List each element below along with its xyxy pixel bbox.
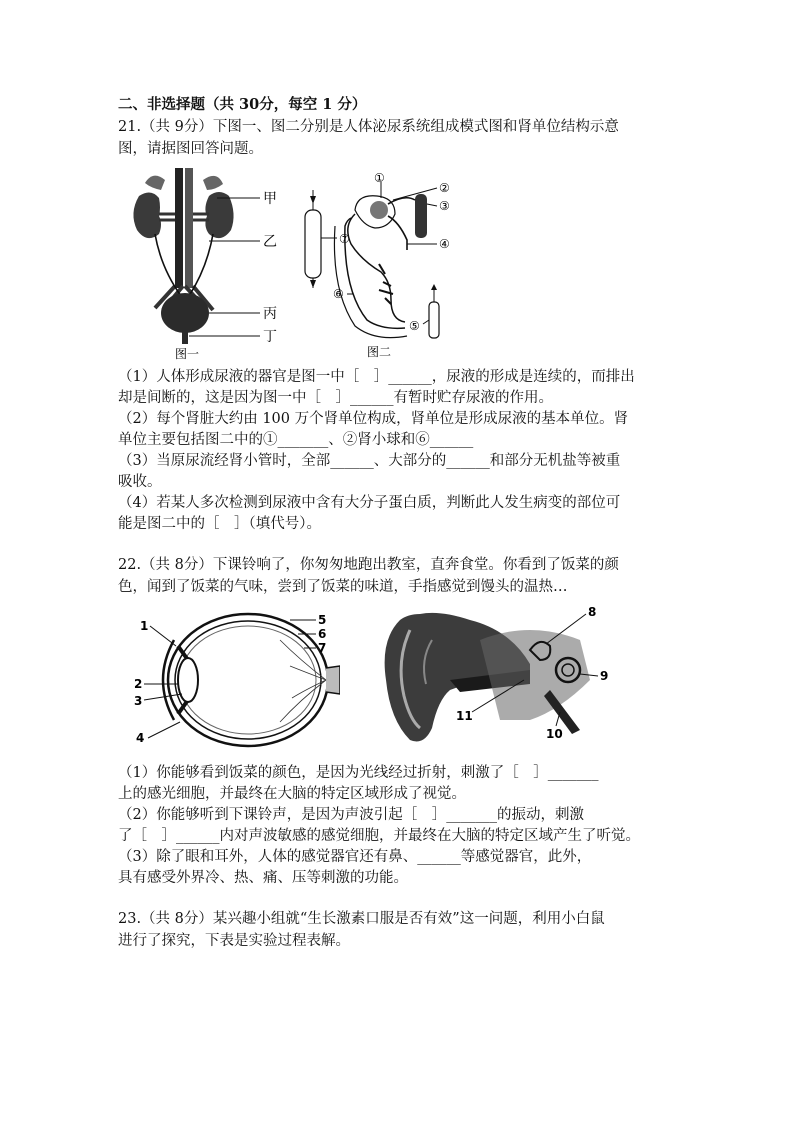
urethra bbox=[182, 332, 188, 344]
renal-tubule bbox=[348, 214, 405, 322]
eye-label-4: 4 bbox=[136, 731, 145, 745]
right-adrenal bbox=[203, 176, 223, 190]
q22-stem-line-2: 色，闻到了饭菜的气味，尝到了饭菜的味道，手指感觉到馒头的温热… bbox=[118, 579, 568, 595]
bladder bbox=[161, 293, 209, 333]
fig1-label-yi: 乙 bbox=[263, 234, 277, 250]
eye-label-2: 2 bbox=[134, 677, 143, 691]
ear-label-11: 11 bbox=[456, 709, 473, 723]
q21-line-6: 吸收。 bbox=[118, 474, 162, 490]
eye-label-1: 1 bbox=[140, 619, 149, 633]
eye-label-6: 6 bbox=[318, 627, 327, 641]
q22-line-6: 具有感受外界冷、热、痛、压等刺激的功能。 bbox=[118, 870, 408, 886]
q22-stem-line-1: 22.（共 8分）下课铃响了，你匆匆地跑出教室，直奔食堂。你看到了饭菜的颜 bbox=[118, 557, 619, 573]
q22-line-1: （1）你能够看到饭菜的颜色，是因为光线经过折射，刺激了［ ］_______ bbox=[118, 765, 599, 781]
q21-line-7: （4）若某人多次检测到尿液中含有大分子蛋白质，判断此人发生病变的部位可 bbox=[118, 495, 621, 511]
collecting-duct bbox=[305, 210, 321, 278]
vena-cava bbox=[185, 168, 193, 288]
section-title: 二、非选择题（共 30分，每空 1 分） bbox=[118, 96, 367, 113]
q21-line-1: （1）人体形成尿液的器官是图一中［ ］______，尿液的形成是连续的，而排出 bbox=[118, 369, 635, 385]
left-adrenal bbox=[145, 176, 165, 190]
eye-figure bbox=[130, 610, 340, 752]
fig2-label-3: ③ bbox=[439, 199, 450, 213]
q21-stem-line-2: 图，请据图回答问题。 bbox=[118, 141, 263, 157]
ear-figure bbox=[380, 600, 620, 745]
fig2-label-1: ① bbox=[374, 171, 385, 185]
fig1-label-jia: 甲 bbox=[263, 191, 277, 207]
q21-line-2: 却是间断的，这是因为图一中［ ］______有暂时贮存尿液的作用。 bbox=[118, 390, 553, 406]
fig1-label-ding: 丁 bbox=[263, 329, 277, 345]
glomerulus bbox=[370, 201, 388, 219]
vessel bbox=[415, 194, 427, 238]
nephron-figure bbox=[295, 170, 460, 360]
q21-line-3: （2）每个肾脏大约由 100 万个肾单位构成，肾单位是形成尿液的基本单位。肾 bbox=[118, 411, 629, 427]
q22-line-4: 了［ ］______内对声波敏感的感觉细胞，并最终在大脑的特定区域产生了听觉。 bbox=[118, 828, 640, 844]
ear-label-9: 9 bbox=[600, 669, 609, 683]
q22-line-5: （3）除了眼和耳外，人体的感觉器官还有鼻、______等感觉器官，此外， bbox=[118, 849, 592, 865]
fig2-label-2: ② bbox=[439, 181, 450, 195]
q23-stem-line-1: 23.（共 8分）某兴趣小组就“生长激素口服是否有效”这一问题，利用小白鼠 bbox=[118, 911, 605, 927]
optic-nerve bbox=[326, 666, 340, 694]
eye-label-5: 5 bbox=[318, 613, 327, 627]
lens bbox=[178, 658, 198, 702]
q23-stem-line-2: 进行了探究，下表是实验过程表解。 bbox=[118, 933, 350, 949]
aorta bbox=[175, 168, 183, 288]
right-kidney bbox=[205, 192, 233, 238]
fig2-label-5: ⑤ bbox=[409, 319, 420, 333]
q21-stem-line-1: 21.（共 9分）下图一、图二分别是人体泌尿系统组成模式图和肾单位结构示意 bbox=[118, 119, 619, 135]
ear-label-8: 8 bbox=[588, 605, 597, 619]
q21-line-5: （3）当原尿流经肾小管时，全部______、大部分的______和部分无机盐等被重 bbox=[118, 453, 621, 469]
q22-line-2: 上的感光细胞，并最终在大脑的特定区域形成了视觉。 bbox=[118, 786, 466, 802]
eye-label-3: 3 bbox=[134, 694, 143, 708]
fig1-label-bing: 丙 bbox=[263, 306, 277, 322]
q22-line-3: （2）你能够听到下课铃声，是因为声波引起［ ］_______的振动，刺激 bbox=[118, 807, 584, 823]
ear-label-10: 10 bbox=[546, 727, 563, 741]
urinary-system-figure bbox=[125, 168, 285, 360]
fig1-caption: 图一 bbox=[175, 347, 200, 360]
left-kidney bbox=[133, 192, 161, 238]
fig2-label-7: ⑦ bbox=[339, 232, 350, 246]
eye-label-7: 7 bbox=[318, 641, 327, 655]
fig2-label-4: ④ bbox=[439, 237, 450, 251]
fig2-label-6: ⑥ bbox=[333, 287, 344, 301]
fig2-caption: 图二 bbox=[367, 345, 392, 359]
q21-line-4: 单位主要包括图二中的①_______、②肾小球和⑥______ bbox=[118, 432, 474, 448]
q21-line-8: 能是图二中的［ ］（填代号）。 bbox=[118, 516, 321, 532]
